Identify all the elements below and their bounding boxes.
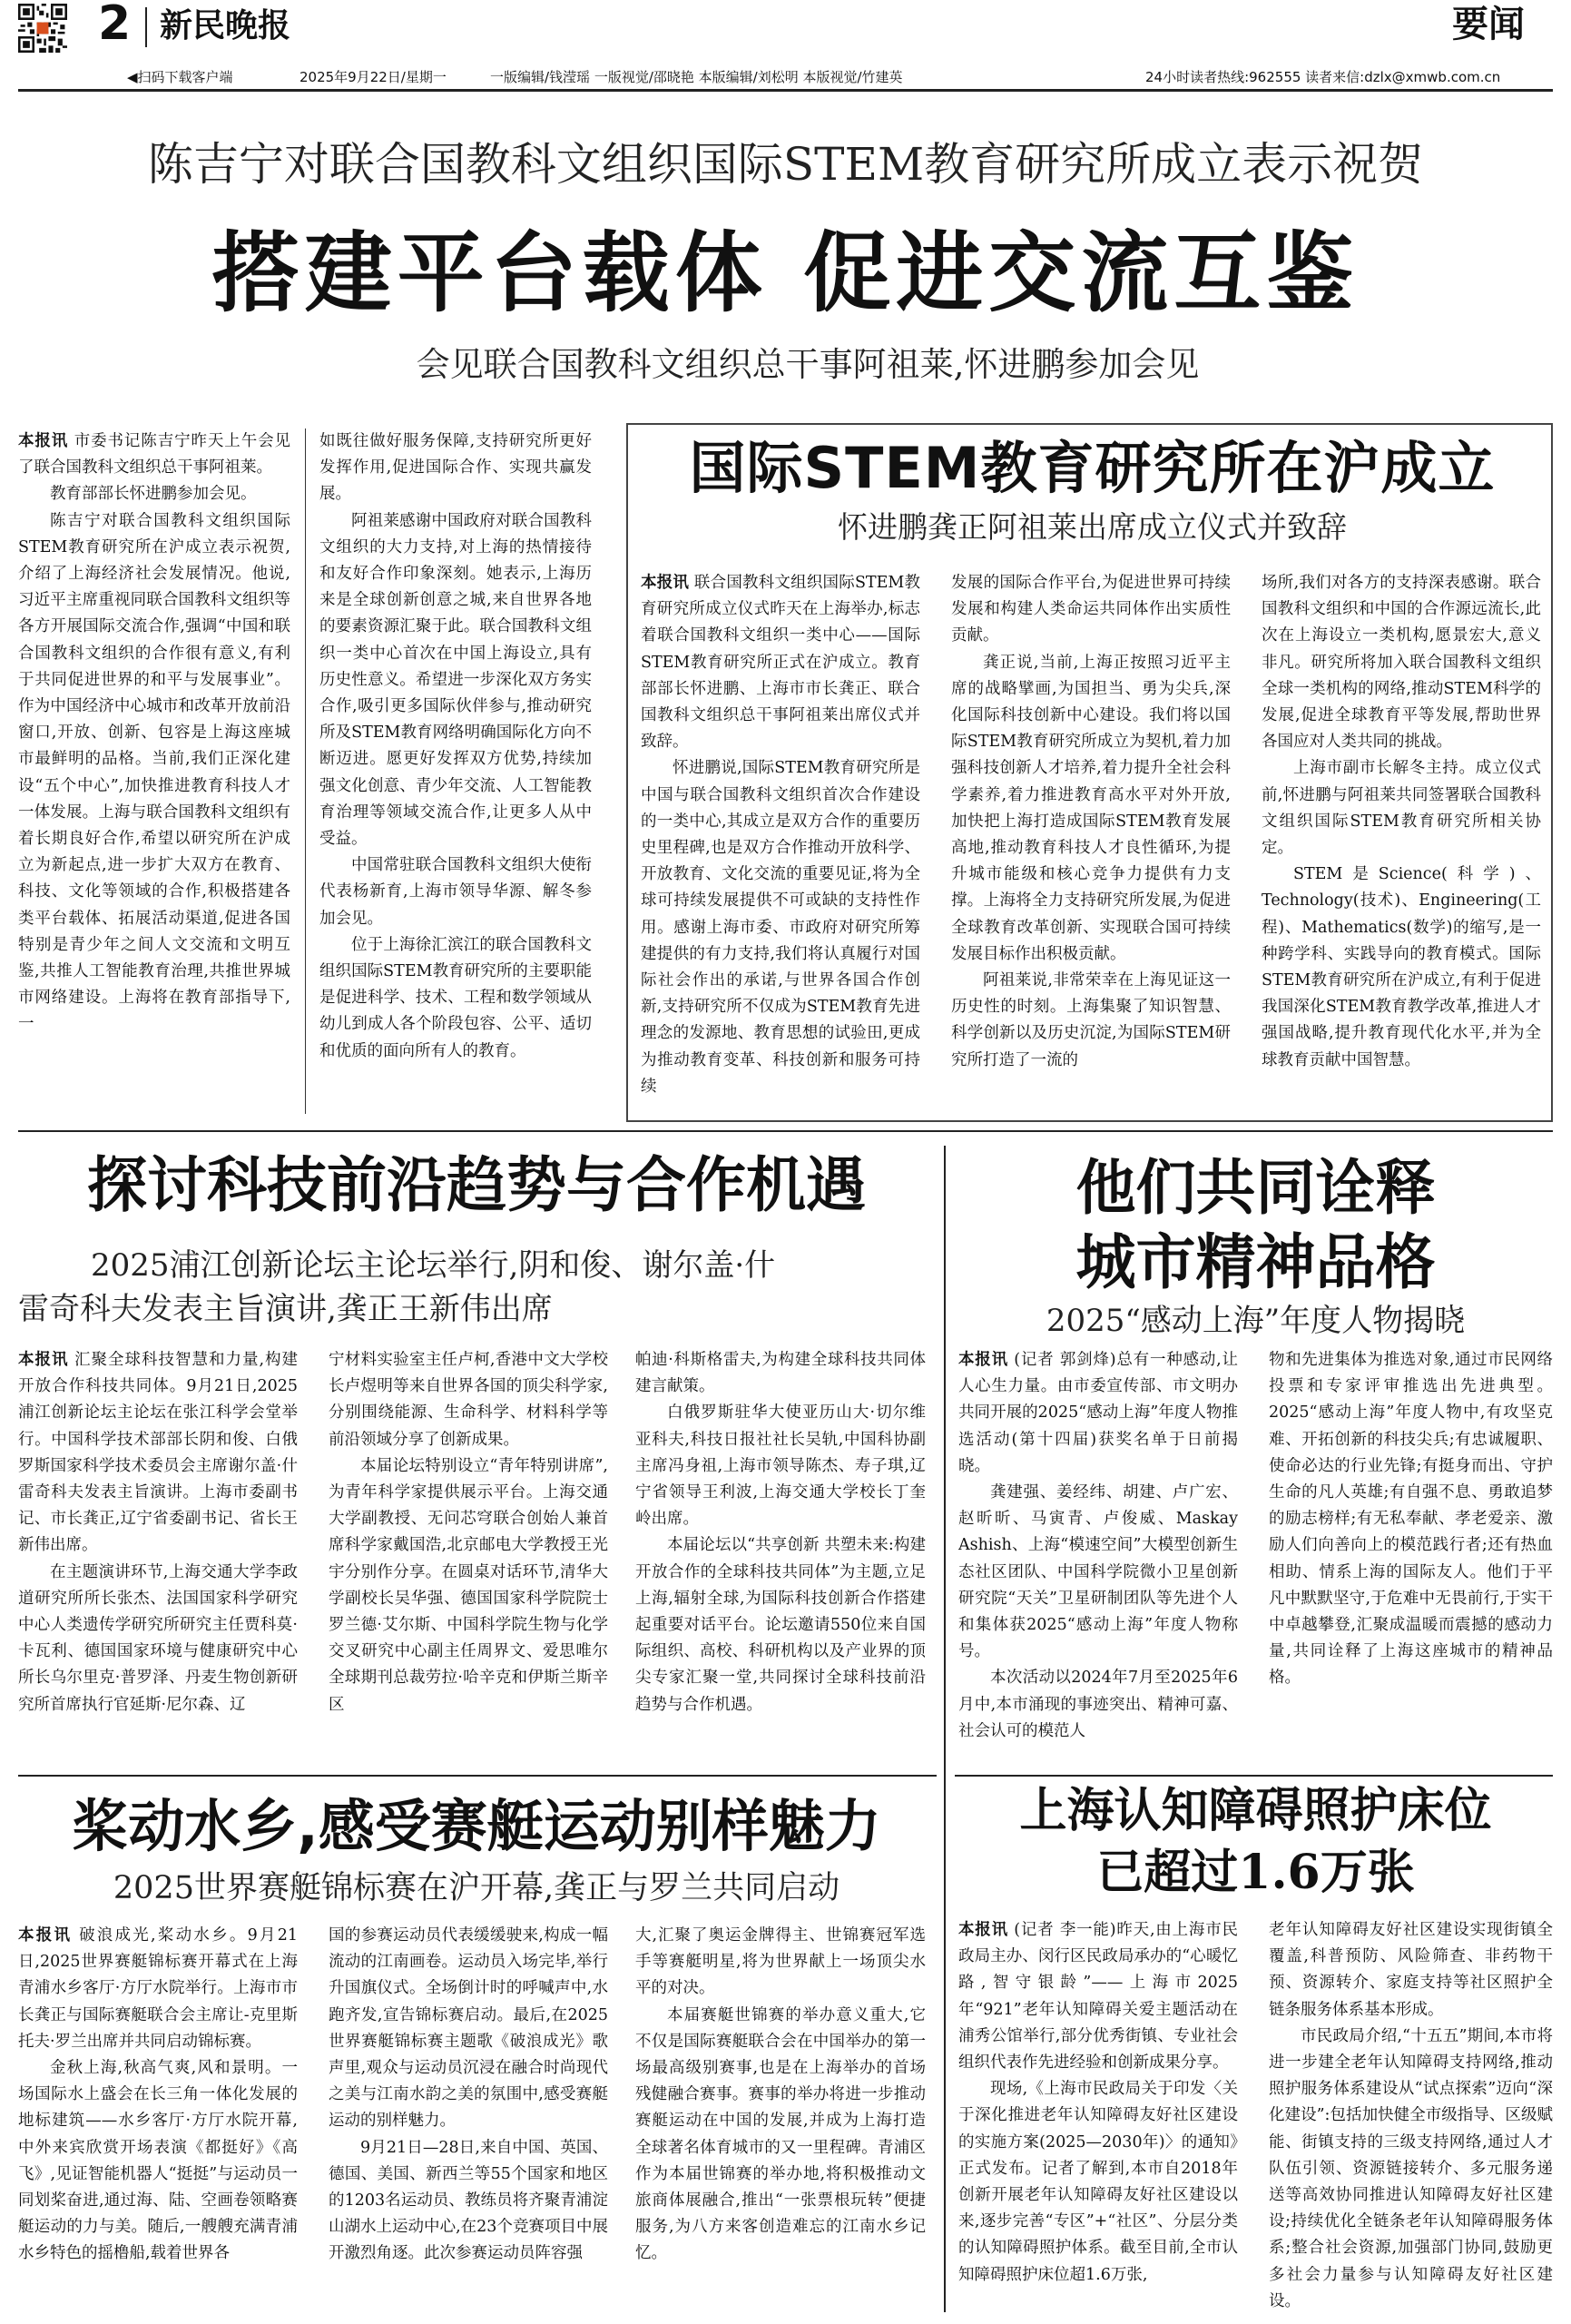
story3-paragraph: 宁材料实验室主任卢柯,香港中文大学校长卢煜明等来自世界各国的顶尖科学家,分别围绕能源、生命科学、材料科学等前沿领域分享了创新成果。 — [329, 1351, 608, 1449]
story5-column-3 — [635, 1923, 926, 2315]
story5-paragraph: 国的参赛运动员代表缓缓驶来,构成一幅流动的江南画卷。运动员入场完毕,举行升国旗仪式。全场倒计时的呼喊声中,水跑齐发,宣告锦标赛启动。最后,在2025世界赛艇锦标赛主题歌《破浪成光》歌声里,观众与运动员沉浸在融合时尚现代之美与江南水韵之美的氛围中,感受赛艇运动的别样魅力。 — [329, 1926, 608, 2131]
story3-paragraph: 帕迪·科斯格雷夫,为构建全球科技共同体建言献策。 — [635, 1351, 926, 1396]
story6-column-1 — [958, 1917, 1238, 2317]
story6-headline-line2: 已超过1.6万张 — [1096, 1845, 1415, 1900]
story4-paragraph: (记者 郭剑烽)总有一种感动,让人心生力量。由市委宣传部、市文明办共同开展的2025“感动上海”年度人物推选活动(第十四届)获奖名单于日前揭晓。 — [958, 1351, 1238, 1475]
story2-paragraph: 怀进鹏说,国际STEM教育研究所是中国与联合国教科文组织首次合作建设的一类中心,其成立是双方合作的重要历史里程碑,也是双方合作推动开放科学、开放教育、文化交流的重要见证,将为全球可持续发展提供不可或缺的支持性作用。感谢上海市委、市政府对研究所筹建提供的有力支持,我们将认真履行对国际社会作出的承诺,与世界各国合作创新,支持研究所不仅成为STEM教育先进理念的发源地、教育思想的试验田,更成为推动教育变革、科技创新和服务可持续 — [641, 759, 920, 1096]
story6-headline-line1: 上海认知障碍照护床位 — [1019, 1783, 1492, 1838]
story5-paragraph: 本届赛艇世锦赛的举办意义重大,它不仅是国际赛艇联合会在中国举办的第一场最高级别赛事,也是在上海举办的首场残健融合赛事。赛事的举办将进一步推动赛艇运动在中国的发展,并成为上海打造全球著名体育城市的又一里程碑。青浦区作为本届世锦赛的举办地,将积极推动文旅商体展融合,推出“一张票根玩转”便捷服务,为八方来客创造难忘的江南水乡记忆。 — [635, 2005, 926, 2263]
story3-paragraph: 本届论坛以“共享创新 共塑未来:构建开放合作的全球科技共同体”为主题,立足上海,辐射全球,为国际科技创新合作搭建起重要对话平台。论坛邀请550位来自国际组织、高校、科研机构以及产业界的顶尖专家汇聚一堂,共同探讨全球科技前沿趋势与合作机遇。 — [635, 1536, 926, 1714]
story5-subhead: 2025世界赛艇锦标赛在沪开幕,龚正与罗兰共同启动 — [113, 1870, 840, 1906]
story4-column-2 — [1269, 1347, 1553, 1761]
story2-subhead: 怀进鹏龚正阿祖莱出席成立仪式并致辞 — [838, 509, 1347, 545]
story6-lead-label: 本报讯 — [958, 1921, 1008, 1939]
reader-hotline: 24小时读者热线:962555 读者来信:dzlx@xmwb.com.cn — [1145, 69, 1501, 85]
story2-lead-label: 本报讯 — [641, 574, 690, 592]
story3-paragraph: 本届论坛特别设立“青年特别讲席”,为青年科学家提供展示平台。上海交通大学副教授、无问芯穹联合创始人兼首席科学家戴国浩,北京邮电大学教授王光宇分别作分享。在圆桌对话环节,清华大学副校长吴华强、德国国家科学院院士罗兰德·艾尔斯、中国科学院生物与化学交叉研究中心副主任周界文、爱思唯尔全球期刊总裁劳拉·哈辛克和伊斯兰斯辛区 — [329, 1456, 608, 1714]
story3-paragraph: 汇聚全球科技智慧和力量,构建开放合作科技共同体。9月21日,2025浦江创新论坛主论坛在张江科学会堂举行。中国科学技术部部长阴和俊、白俄罗斯国家科学技术委员会主席谢尔盖·什雷奇科夫发表主旨演讲。上海市委副书记、市长龚正,辽宁省委副书记、省长王新伟出席。 — [18, 1351, 298, 1555]
story4-column-1 — [958, 1347, 1238, 1761]
story1-subhead: 会见联合国教科文组织总干事阿祖莱,怀进鹏参加会见 — [416, 345, 1200, 384]
story1-column-1 — [18, 428, 290, 1118]
story6-paragraph: 老年认知障碍友好社区建设实现街镇全覆盖,科普预防、风险筛查、非药物干预、资源转介、家庭支持等社区照护全链条服务体系基本形成。 — [1269, 1921, 1553, 2019]
story2-column-2 — [951, 570, 1231, 1115]
issue-date: 2025年9月22日/星期一 — [299, 69, 447, 85]
story1-headline: 搭建平台载体 促进交流互鉴 — [211, 222, 1360, 324]
page-number: 2 — [98, 0, 132, 51]
section-rule — [18, 1130, 1553, 1132]
story2-column-1 — [641, 570, 920, 1115]
section-name: 要闻 — [1452, 4, 1525, 45]
story1-paragraph: 陈吉宁对联合国教科文组织国际STEM教育研究所在沪成立表示祝贺,介绍了上海经济社会发展情况。他说,习近平主席重视同联合国教科文组织等各方开展国际交流合作,强调“中国和联合国教科文组织的合作很有意义,有利于共同促进世界的和平与发展事业”。作为中国经济中心城市和改革开放前沿窗口,开放、创新、包容是上海这座城市最鲜明的品格。当前,我们正深化建设“五个中心”,加快推进教育科技人才一体发展。上海与联合国教科文组织有着长期良好合作,希望以研究所在沪成立为新起点,进一步扩大双方在教育、科技、文化等领域的合作,积极搭建各类平台载体、拓展活动渠道,促进各国特别是青少年之间人文交流和文明互鉴,共推人工智能教育治理,共推世界城市网络建设。上海将在教育部指导下,一 — [18, 511, 290, 1034]
section-rule — [18, 1775, 937, 1777]
qr-code[interactable] — [18, 4, 67, 53]
story1-paragraph: 市委书记陈吉宁昨天上午会见了联合国教科文组织总干事阿祖莱。 — [18, 432, 290, 478]
story2-column-3 — [1262, 570, 1541, 1115]
masthead-rule — [18, 89, 1553, 92]
story3-headline: 探讨科技前沿趋势与合作机遇 — [87, 1150, 866, 1220]
story3-subhead-line1: 2025浦江创新论坛主论坛举行,阴和俊、谢尔盖·什 — [91, 1247, 776, 1284]
story5-paragraph: 破浪成光,桨动水乡。9月21日,2025世界赛艇锦标赛开幕式在上海青浦水乡客厅·方厅水院举行。上海市市长龚正与国际赛艇联合会主席让-克里斯托夫·罗兰出席并共同启动锦标赛。 — [18, 1926, 298, 2051]
story2-headline: 国际STEM教育研究所在沪成立 — [689, 435, 1496, 501]
story1-paragraph: 教育部部长怀进鹏参加会见。 — [50, 485, 257, 504]
story2-paragraph: 场所,我们对各方的支持深表感谢。联合国教科文组织和中国的合作源远流长,此次在上海设立一类机构,愿景宏大,意义非凡。研究所将加入联合国教科文组织全球一类机构的网络,推动STEM科学的发展,促进全球教育平等发展,帮助世界各国应对人类共同的挑战。 — [1262, 574, 1541, 752]
story2-paragraph: STEM是Science(科学)、Technology(技术)、Engineering(工程)、Mathematics(数学)的缩写,是一种跨学科、实践导向的教育模式。国际STEM教育研究所在沪成立,有利于促进我国深化STEM教育教学改革,推进人才强国战略,提升教育现代化水平,并为全球教育贡献中国智慧。 — [1262, 865, 1541, 1069]
story1-paragraph: 如既往做好服务保障,支持研究所更好发挥作用,促进国际合作、实现共赢发展。 — [319, 432, 592, 504]
story5-column-2 — [329, 1923, 608, 2315]
story5-headline: 桨动水乡,感受赛艇运动别样魅力 — [72, 1793, 881, 1859]
story6-paragraph: 市民政局介绍,“十五五”期间,本市将进一步建全老年认知障碍支持网络,推动照护服务体系建设从“试点探索”迈向“深化建设”:包括加快健全市级指导、区级赋能、街镇支持的三级支持网络,通过人才队伍引领、资源链接转介、多元服务递送等高效协同推进认知障碍友好社区建设;持续优化全链条老年认知障碍服务体系;整合社会资源,加强部门协同,鼓励更多社会力量参与认知障碍友好社区建设。 — [1269, 2026, 1553, 2310]
story5-lead-label: 本报讯 — [18, 1926, 73, 1945]
story1-paragraph: 阿祖莱感谢中国政府对联合国教科文组织的大力支持,对上海的热情接待和友好合作印象深刻。她表示,上海历来是全球创新创意之城,来自世界各地的要素资源汇聚于此。联合国教科文组织一类中心首次在中国上海设立,具有历史性意义。希望进一步深化双方务实合作,吸引更多国际伙伴参与,推动研究所及STEM教育网络明确国际化方向不断迈进。愿更好发挥双方优势,持续加强文化创意、青少年交流、人工智能教育治理等领域交流合作,让更多人从中受益。 — [319, 511, 592, 849]
story2-paragraph: 上海市副市长解冬主持。成立仪式前,怀进鹏与阿祖莱共同签署联合国教科文组织国际STEM教育研究所相关协定。 — [1262, 759, 1541, 858]
story3-paragraph: 在主题演讲环节,上海交通大学李政道研究所所长张杰、法国国家科学研究中心人类遗传学研究所研究主任贾科莫·卡瓦利、德国国家环境与健康研究中心所长乌尔里克·普罗泽、丹麦生物创新研究所首席执行官延斯·尼尔森、辽 — [18, 1562, 298, 1714]
story4-headline-line1: 他们共同诠释 — [1075, 1152, 1436, 1223]
story4-paragraph: 本次活动以2024年7月至2025年6月中,本市涌现的事迹突出、精神可嘉、社会认可的模范人 — [958, 1669, 1238, 1740]
paper-name: 新民晚报 — [160, 6, 291, 44]
story3-column-1 — [18, 1347, 298, 1761]
story2-paragraph: 阿祖莱说,非常荣幸在上海见证这一历史性的时刻。上海集聚了知识智慧、科学创新以及历史沉淀,为国际STEM研究所打造了一流的 — [951, 971, 1231, 1069]
story2-paragraph: 联合国教科文组织国际STEM教育研究所成立仪式昨天在上海举办,标志着联合国教科文组织一类中心——国际STEM教育研究所正式在沪成立。教育部部长怀进鹏、上海市市长龚正、联合国教科文组织总干事阿祖莱出席仪式并致辞。 — [641, 574, 920, 752]
story4-paragraph: 龚建强、姜经纬、胡建、卢广宏、赵昕昕、马寅青、卢俊威、Maskay Ashish、上海“模速空间”大模型创新生态社区团队、中国科学院微小卫星创新研究院“天关”卫星研制团队等先进个人和集体获2025“感动上海”年度人物称号。 — [958, 1483, 1238, 1661]
qr-code-icon — [18, 4, 67, 53]
story1-lead-label: 本报讯 — [18, 432, 69, 450]
story3-subhead-line2: 雷奇科夫发表主旨演讲,龚正王新伟出席 — [18, 1291, 553, 1327]
section-rule — [955, 1775, 1553, 1777]
story3-column-3 — [635, 1347, 926, 1761]
column-rule — [944, 1146, 946, 2312]
story5-paragraph: 金秋上海,秋高气爽,风和景明。一场国际水上盛会在长三角一体化发展的地标建筑——水乡客厅·方厅水院开幕,中外来宾欣赏开场表演《都挺好》《高飞》,见证智能机器人“挺挺”与运动员一同划桨奋进,通过海、陆、空画卷领略赛艇运动的力与美。随后,一艘艘充满青浦水乡特色的摇橹船,载着世界各 — [18, 2059, 298, 2263]
story6-column-2 — [1269, 1917, 1553, 2317]
editor-credits: 一版编辑/钱滢瑶 一版视觉/邵晓艳 本版编辑/刘松明 本版视觉/竹建英 — [490, 69, 903, 85]
story1-kicker: 陈吉宁对联合国教科文组织国际STEM教育研究所成立表示祝贺 — [147, 138, 1424, 191]
story3-paragraph: 白俄罗斯驻华大使亚历山大·切尔维亚科夫,科技日报社社长吴轨,中国科协副主席冯身祖,上海市领导陈杰、寿子琪,辽宁省领导王利波,上海交通大学校长丁奎岭出席。 — [635, 1403, 926, 1529]
story4-subhead: 2025“感动上海”年度人物揭晓 — [1046, 1303, 1466, 1339]
column-rule — [305, 428, 306, 1114]
story4-lead-label: 本报讯 — [958, 1351, 1008, 1369]
story2-paragraph: 龚正说,当前,上海正按照习近平主席的战略擘画,为国担当、勇为尖兵,深化国际科技创新中心建设。我们将以国际STEM教育研究所成立为契机,着力加强科技创新人才培养,着力提升全社会科学素养,着力推进教育高水平对外开放,加快把上海打造成国际STEM教育发展高地,推动教育科技人才良性循环,为提升城市能级和核心竞争力提供有力支撑。上海将全力支持研究所发展,为促进全球教育改革创新、实现联合国可持续发展目标作出积极贡献。 — [951, 653, 1231, 963]
story1-paragraph: 位于上海徐汇滨江的联合国教科文组织国际STEM教育研究所的主要职能是促进科学、技术、工程和数学领域从幼儿到成人各个阶段包容、公平、适切和优质的面向所有人的教育。 — [319, 935, 592, 1060]
story6-paragraph: (记者 李一能)昨天,由上海市民政局主办、闵行区民政局承办的“心暖忆路,智守银龄”——上海市2025年“921”老年认知障碍关爱主题活动在浦秀公馆举行,部分优秀街镇、专业社会组织代表作先进经验和创新成果分享。 — [958, 1921, 1238, 2073]
story4-paragraph: 物和先进集体为推选对象,通过市民网络投票和专家评审推选出先进典型。2025“感动上海”年度人物中,有攻坚克难、开拓创新的科技尖兵;有忠诚履职、使命必达的行业先锋;有挺身而出、守护生命的凡人英雄;有自强不息、勇敢追梦的励志榜样;有无私奉献、孝老爱亲、激励人们向善向上的模范践行者;还有热血相助、情系上海的国际友人。他们于平凡中默默坚守,于危难中无畏前行,于实干中卓越攀登,汇聚成温暖而震撼的感动力量,共同诠释了上海这座城市的精神品格。 — [1269, 1351, 1553, 1688]
story2-paragraph: 发展的国际合作平台,为促进世界可持续发展和构建人类命运共同体作出实质性贡献。 — [951, 574, 1231, 645]
story1-column-2 — [319, 428, 592, 1118]
story3-column-2 — [329, 1347, 608, 1761]
story6-paragraph: 现场,《上海市民政局关于印发〈关于深化推进老年认知障碍友好社区建设的实施方案(2025—2030年)〉的通知》正式发布。记者了解到,本市自2018年创新开展老年认知障碍友好社区建设以来,逐步完善“专区”+“社区”、分层分类的认知障碍照护体系。截至目前,全市认知障碍照护床位超1.6万张, — [958, 2080, 1238, 2284]
story3-lead-label: 本报讯 — [18, 1351, 69, 1369]
qr-caption: ◀扫码下载客户端 — [127, 69, 233, 85]
story5-paragraph: 大,汇聚了奥运金牌得主、世锦赛冠军选手等赛艇明星,将为世界献上一场顶尖水平的对决。 — [635, 1926, 926, 1998]
story4-headline-line2: 城市精神品格 — [1075, 1226, 1436, 1297]
story5-column-1 — [18, 1923, 298, 2315]
masthead-divider — [145, 7, 147, 47]
story5-paragraph: 9月21日—28日,来自中国、英国、德国、美国、新西兰等55个国家和地区的1203名运动员、教练员将齐聚青浦淀山湖水上运动中心,在23个竞赛项目中展开激烈角逐。此次参赛运动员阵容强 — [329, 2138, 608, 2263]
story1-paragraph: 中国常驻联合国教科文组织大使衔代表杨新育,上海市领导华源、解冬参加会见。 — [319, 856, 592, 928]
